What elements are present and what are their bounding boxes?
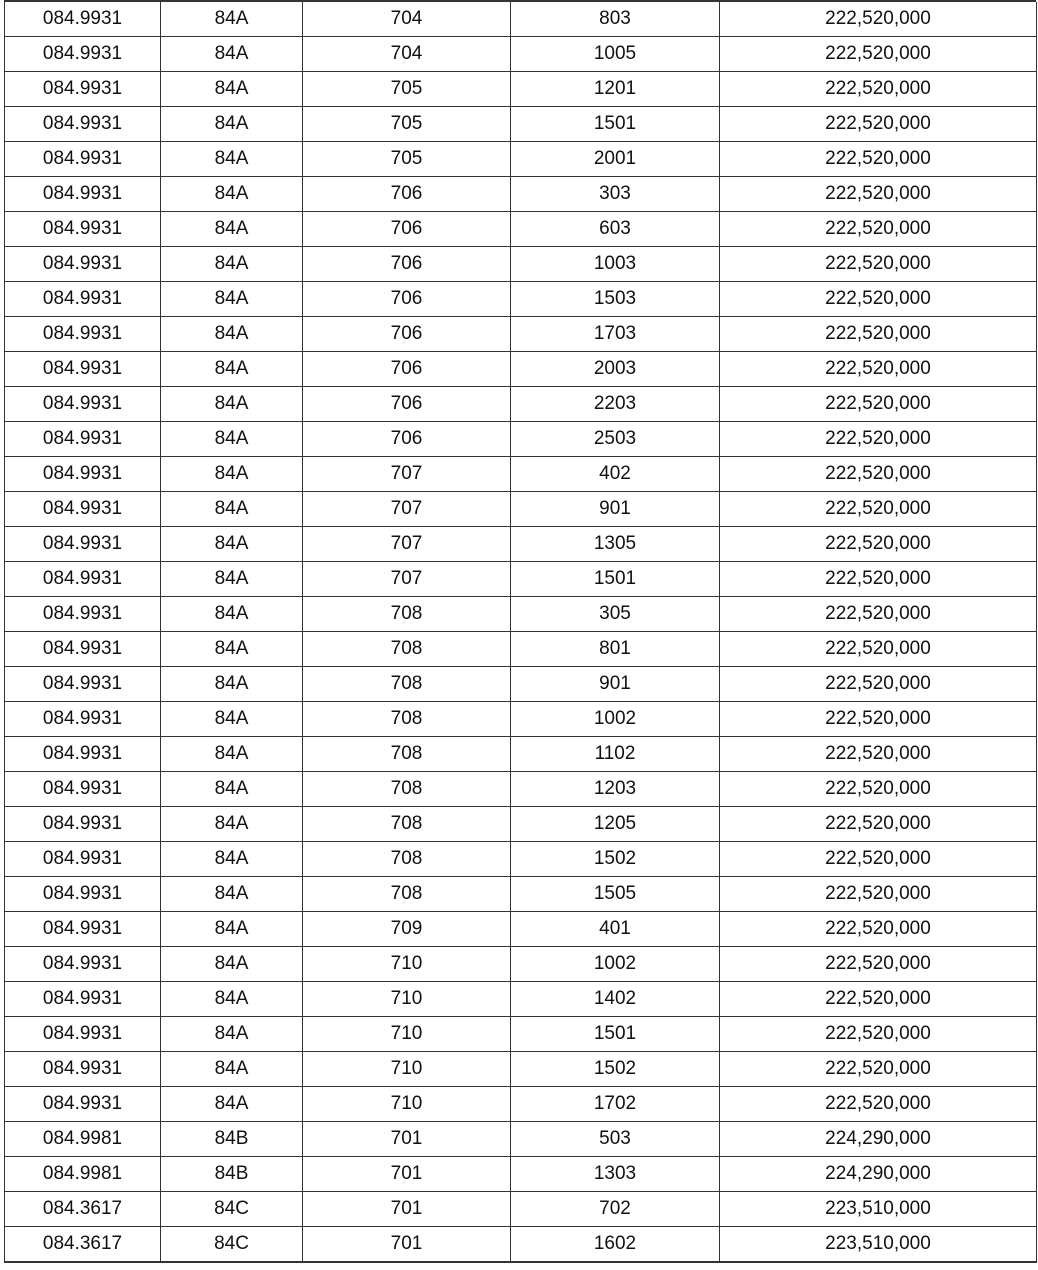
building-cell: 706 <box>303 177 511 212</box>
unit-cell: 402 <box>511 457 720 492</box>
building-cell: 706 <box>303 387 511 422</box>
type-cell: 84B <box>161 1122 303 1157</box>
type-cell: 84A <box>161 737 303 772</box>
building-cell: 701 <box>303 1192 511 1227</box>
price-cell: 222,520,000 <box>720 632 1037 667</box>
area-cell: 084.9931 <box>5 142 161 177</box>
building-cell: 706 <box>303 422 511 457</box>
type-cell: 84A <box>161 597 303 632</box>
table-row <box>5 457 1037 492</box>
area-cell: 084.3617 <box>5 1227 161 1263</box>
area-cell: 084.9931 <box>5 37 161 72</box>
building-cell: 707 <box>303 527 511 562</box>
table-row <box>5 352 1037 387</box>
table-row <box>5 667 1037 702</box>
area-cell: 084.9931 <box>5 457 161 492</box>
price-cell: 222,520,000 <box>720 457 1037 492</box>
unit-cell: 1303 <box>511 1157 720 1192</box>
price-cell: 222,520,000 <box>720 72 1037 107</box>
unit-cell: 801 <box>511 632 720 667</box>
table-row <box>5 527 1037 562</box>
price-cell: 222,520,000 <box>720 772 1037 807</box>
type-cell: 84A <box>161 422 303 457</box>
building-cell: 710 <box>303 982 511 1017</box>
table-row <box>5 737 1037 772</box>
unit-cell: 1102 <box>511 737 720 772</box>
price-cell: 222,520,000 <box>720 352 1037 387</box>
unit-cell: 803 <box>511 2 720 37</box>
building-cell: 707 <box>303 457 511 492</box>
building-cell: 708 <box>303 702 511 737</box>
unit-cell: 1501 <box>511 107 720 142</box>
unit-cell: 1702 <box>511 1087 720 1122</box>
unit-cell: 2001 <box>511 142 720 177</box>
table-row <box>5 142 1037 177</box>
type-cell: 84A <box>161 807 303 842</box>
type-cell: 84A <box>161 247 303 282</box>
type-cell: 84A <box>161 667 303 702</box>
price-cell: 222,520,000 <box>720 2 1037 37</box>
area-cell: 084.9931 <box>5 947 161 982</box>
type-cell: 84A <box>161 1052 303 1087</box>
table-row <box>5 982 1037 1017</box>
type-cell: 84A <box>161 457 303 492</box>
price-cell: 222,520,000 <box>720 527 1037 562</box>
unit-cell: 2503 <box>511 422 720 457</box>
type-cell: 84C <box>161 1192 303 1227</box>
area-cell: 084.9931 <box>5 562 161 597</box>
price-cell: 222,520,000 <box>720 492 1037 527</box>
area-cell: 084.9931 <box>5 632 161 667</box>
table-row <box>5 212 1037 247</box>
table-row <box>5 947 1037 982</box>
area-cell: 084.9931 <box>5 702 161 737</box>
unit-cell: 1505 <box>511 877 720 912</box>
building-cell: 709 <box>303 912 511 947</box>
building-cell: 707 <box>303 562 511 597</box>
price-cell: 222,520,000 <box>720 37 1037 72</box>
area-cell: 084.9931 <box>5 72 161 107</box>
table-row <box>5 107 1037 142</box>
table-row <box>5 492 1037 527</box>
area-cell: 084.9931 <box>5 807 161 842</box>
price-cell: 222,520,000 <box>720 562 1037 597</box>
unit-cell: 1003 <box>511 247 720 282</box>
unit-cell: 1501 <box>511 1017 720 1052</box>
type-cell: 84A <box>161 142 303 177</box>
table-row <box>5 807 1037 842</box>
building-cell: 706 <box>303 212 511 247</box>
area-cell: 084.9931 <box>5 1087 161 1122</box>
area-cell: 084.9931 <box>5 317 161 352</box>
type-cell: 84A <box>161 107 303 142</box>
type-cell: 84A <box>161 947 303 982</box>
building-cell: 708 <box>303 737 511 772</box>
table-row <box>5 877 1037 912</box>
unit-cell: 1402 <box>511 982 720 1017</box>
type-cell: 84A <box>161 562 303 597</box>
type-cell: 84A <box>161 772 303 807</box>
area-cell: 084.9981 <box>5 1157 161 1192</box>
price-cell: 222,520,000 <box>720 317 1037 352</box>
price-cell: 222,520,000 <box>720 842 1037 877</box>
table-row <box>5 1122 1037 1157</box>
price-cell: 222,520,000 <box>720 597 1037 632</box>
area-cell: 084.9931 <box>5 597 161 632</box>
unit-cell: 702 <box>511 1192 720 1227</box>
price-cell: 222,520,000 <box>720 1087 1037 1122</box>
building-cell: 708 <box>303 667 511 702</box>
building-cell: 708 <box>303 597 511 632</box>
table-row <box>5 1052 1037 1087</box>
unit-cell: 1602 <box>511 1227 720 1263</box>
type-cell: 84C <box>161 1227 303 1263</box>
building-cell: 701 <box>303 1227 511 1263</box>
type-cell: 84A <box>161 317 303 352</box>
table-row <box>5 912 1037 947</box>
building-cell: 704 <box>303 37 511 72</box>
type-cell: 84A <box>161 37 303 72</box>
unit-cell: 303 <box>511 177 720 212</box>
area-cell: 084.9931 <box>5 667 161 702</box>
type-cell: 84A <box>161 352 303 387</box>
table-row <box>5 1157 1037 1192</box>
building-cell: 710 <box>303 1017 511 1052</box>
building-cell: 706 <box>303 352 511 387</box>
table-row <box>5 247 1037 282</box>
area-cell: 084.9931 <box>5 912 161 947</box>
unit-cell: 1203 <box>511 772 720 807</box>
price-cell: 222,520,000 <box>720 422 1037 457</box>
price-cell: 222,520,000 <box>720 107 1037 142</box>
price-cell: 224,290,000 <box>720 1157 1037 1192</box>
building-cell: 706 <box>303 317 511 352</box>
unit-cell: 1205 <box>511 807 720 842</box>
building-cell: 706 <box>303 247 511 282</box>
table-row <box>5 1087 1037 1122</box>
unit-cell: 1201 <box>511 72 720 107</box>
type-cell: 84A <box>161 492 303 527</box>
price-cell: 222,520,000 <box>720 247 1037 282</box>
type-cell: 84A <box>161 1087 303 1122</box>
area-cell: 084.9931 <box>5 492 161 527</box>
building-cell: 708 <box>303 877 511 912</box>
type-cell: 84A <box>161 842 303 877</box>
area-cell: 084.9931 <box>5 212 161 247</box>
table-row <box>5 2 1037 37</box>
table-row <box>5 177 1037 212</box>
table-row <box>5 387 1037 422</box>
table-row <box>5 1227 1037 1263</box>
unit-cell: 1002 <box>511 947 720 982</box>
price-cell: 222,520,000 <box>720 877 1037 912</box>
unit-cell: 1501 <box>511 562 720 597</box>
unit-cell: 1305 <box>511 527 720 562</box>
type-cell: 84A <box>161 177 303 212</box>
type-cell: 84A <box>161 2 303 37</box>
price-cell: 222,520,000 <box>720 387 1037 422</box>
building-cell: 705 <box>303 107 511 142</box>
table-row <box>5 597 1037 632</box>
unit-cell: 401 <box>511 912 720 947</box>
table-row <box>5 422 1037 457</box>
building-cell: 705 <box>303 142 511 177</box>
area-cell: 084.9931 <box>5 1052 161 1087</box>
building-cell: 708 <box>303 807 511 842</box>
table-row <box>5 72 1037 107</box>
area-cell: 084.9981 <box>5 1122 161 1157</box>
table-row <box>5 842 1037 877</box>
area-cell: 084.9931 <box>5 982 161 1017</box>
area-cell: 084.3617 <box>5 1192 161 1227</box>
price-cell: 222,520,000 <box>720 947 1037 982</box>
price-cell: 222,520,000 <box>720 1017 1037 1052</box>
type-cell: 84A <box>161 702 303 737</box>
table-row <box>5 562 1037 597</box>
area-cell: 084.9931 <box>5 282 161 317</box>
unit-cell: 901 <box>511 492 720 527</box>
area-cell: 084.9931 <box>5 352 161 387</box>
area-cell: 084.9931 <box>5 2 161 37</box>
unit-cell: 1502 <box>511 842 720 877</box>
building-cell: 701 <box>303 1157 511 1192</box>
unit-cell: 2203 <box>511 387 720 422</box>
type-cell: 84A <box>161 282 303 317</box>
price-cell: 222,520,000 <box>720 737 1037 772</box>
price-cell: 222,520,000 <box>720 667 1037 702</box>
building-cell: 707 <box>303 492 511 527</box>
price-cell: 222,520,000 <box>720 177 1037 212</box>
unit-cell: 503 <box>511 1122 720 1157</box>
unit-cell: 1502 <box>511 1052 720 1087</box>
table-row <box>5 702 1037 737</box>
table-body <box>5 2 1037 1262</box>
building-cell: 708 <box>303 772 511 807</box>
price-cell: 222,520,000 <box>720 702 1037 737</box>
unit-cell: 1503 <box>511 282 720 317</box>
type-cell: 84A <box>161 1017 303 1052</box>
unit-cell: 1005 <box>511 37 720 72</box>
building-cell: 708 <box>303 632 511 667</box>
building-cell: 710 <box>303 1087 511 1122</box>
type-cell: 84A <box>161 982 303 1017</box>
price-cell: 222,520,000 <box>720 982 1037 1017</box>
unit-price-table <box>4 2 1037 1263</box>
table-row <box>5 632 1037 667</box>
type-cell: 84A <box>161 877 303 912</box>
table-row <box>5 772 1037 807</box>
type-cell: 84A <box>161 912 303 947</box>
type-cell: 84A <box>161 387 303 422</box>
price-cell: 224,290,000 <box>720 1122 1037 1157</box>
building-cell: 708 <box>303 842 511 877</box>
type-cell: 84A <box>161 212 303 247</box>
building-cell: 710 <box>303 1052 511 1087</box>
area-cell: 084.9931 <box>5 842 161 877</box>
area-cell: 084.9931 <box>5 247 161 282</box>
type-cell: 84A <box>161 632 303 667</box>
unit-cell: 305 <box>511 597 720 632</box>
unit-price-table-container <box>4 0 1036 1263</box>
price-cell: 223,510,000 <box>720 1192 1037 1227</box>
price-cell: 222,520,000 <box>720 1052 1037 1087</box>
area-cell: 084.9931 <box>5 387 161 422</box>
area-cell: 084.9931 <box>5 177 161 212</box>
price-cell: 222,520,000 <box>720 912 1037 947</box>
building-cell: 704 <box>303 2 511 37</box>
area-cell: 084.9931 <box>5 422 161 457</box>
price-cell: 222,520,000 <box>720 212 1037 247</box>
building-cell: 705 <box>303 72 511 107</box>
building-cell: 706 <box>303 282 511 317</box>
area-cell: 084.9931 <box>5 737 161 772</box>
area-cell: 084.9931 <box>5 527 161 562</box>
price-cell: 223,510,000 <box>720 1227 1037 1263</box>
area-cell: 084.9931 <box>5 772 161 807</box>
building-cell: 701 <box>303 1122 511 1157</box>
table-row <box>5 1192 1037 1227</box>
price-cell: 222,520,000 <box>720 142 1037 177</box>
area-cell: 084.9931 <box>5 1017 161 1052</box>
type-cell: 84B <box>161 1157 303 1192</box>
type-cell: 84A <box>161 72 303 107</box>
unit-cell: 2003 <box>511 352 720 387</box>
price-cell: 222,520,000 <box>720 807 1037 842</box>
unit-cell: 1002 <box>511 702 720 737</box>
table-row <box>5 37 1037 72</box>
unit-cell: 1703 <box>511 317 720 352</box>
price-cell: 222,520,000 <box>720 282 1037 317</box>
table-row <box>5 282 1037 317</box>
area-cell: 084.9931 <box>5 877 161 912</box>
area-cell: 084.9931 <box>5 107 161 142</box>
building-cell: 710 <box>303 947 511 982</box>
table-row <box>5 1017 1037 1052</box>
table-row <box>5 317 1037 352</box>
type-cell: 84A <box>161 527 303 562</box>
unit-cell: 603 <box>511 212 720 247</box>
unit-cell: 901 <box>511 667 720 702</box>
